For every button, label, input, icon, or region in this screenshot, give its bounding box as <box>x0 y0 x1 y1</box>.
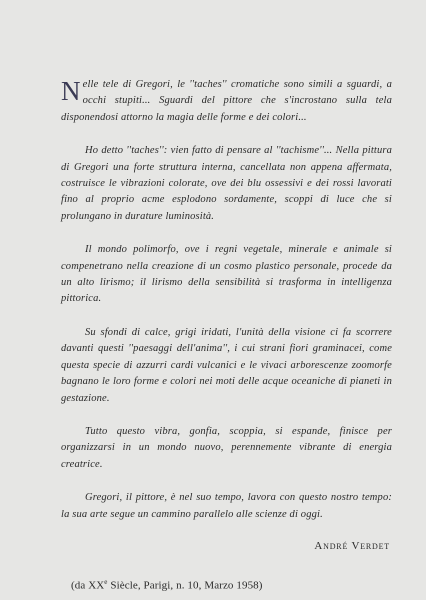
source-prefix: (da XX <box>71 579 105 592</box>
article-body <box>61 77 392 523</box>
drop-cap: N <box>61 76 81 106</box>
paragraph-1 <box>61 77 392 126</box>
source-citation <box>71 578 392 592</box>
paragraph-5: Tutto questo vibra, gonfia, scoppia, si espande, finisce per organizzarsi in un mondo nuovo, perennemente vibrante di energia creatrice. <box>61 425 392 470</box>
paragraph-2: Ho detto ''taches'': vien fatto di pensare al ''tachisme''... Nella pittura di Gregori una forte struttura interna, cancellata non appena affermata, costruisce le vibrazioni colorate, ove dei blu ossessivi e dei rossi lavorati fino al proprio acme esplodono sordamente, scoppi di luce che si prolungano in durature luminosità. <box>61 145 392 222</box>
source-superscript: e <box>104 577 108 586</box>
paragraph-1-text: elle tele di Gregori, le ''taches'' cromatiche sono simili a sguardi, a occhi stupiti... Sguardi del pittore che s'incrostano sulla tela disponendosi attorno la magia delle forme e dei colori... <box>61 79 392 123</box>
source-suffix: Siècle, Parigi, n. 10, Marzo 1958) <box>107 579 263 592</box>
author-signature: André Verdet <box>314 539 390 552</box>
paragraph-6: Gregori, il pittore, è nel suo tempo, lavora con questo nostro tempo: la sua arte segue un cammino parallelo alle scienze di oggi. <box>61 492 392 520</box>
paragraph-4: Su sfondi di calce, grigi iridati, l'unità della visione ci fa scorrere davanti questi ''paesaggi dell'anima'', i cui strani fiori graminacei, come questa specie di azzurri cardi vulcanici e le vivaci arborescenze zoomorfe bagnano le loro forme e colori nei moti delle acque oceaniche di pianeti in gestazione. <box>61 326 392 404</box>
paragraph-3: Il mondo polimorfo, ove i regni vegetale, minerale e animale si compenetrano nella creazione di un cosmo plastico personale, procede da un alto lirismo; il lirismo della sensibilità si trasforma in intelligenza pittorica. <box>61 244 392 305</box>
